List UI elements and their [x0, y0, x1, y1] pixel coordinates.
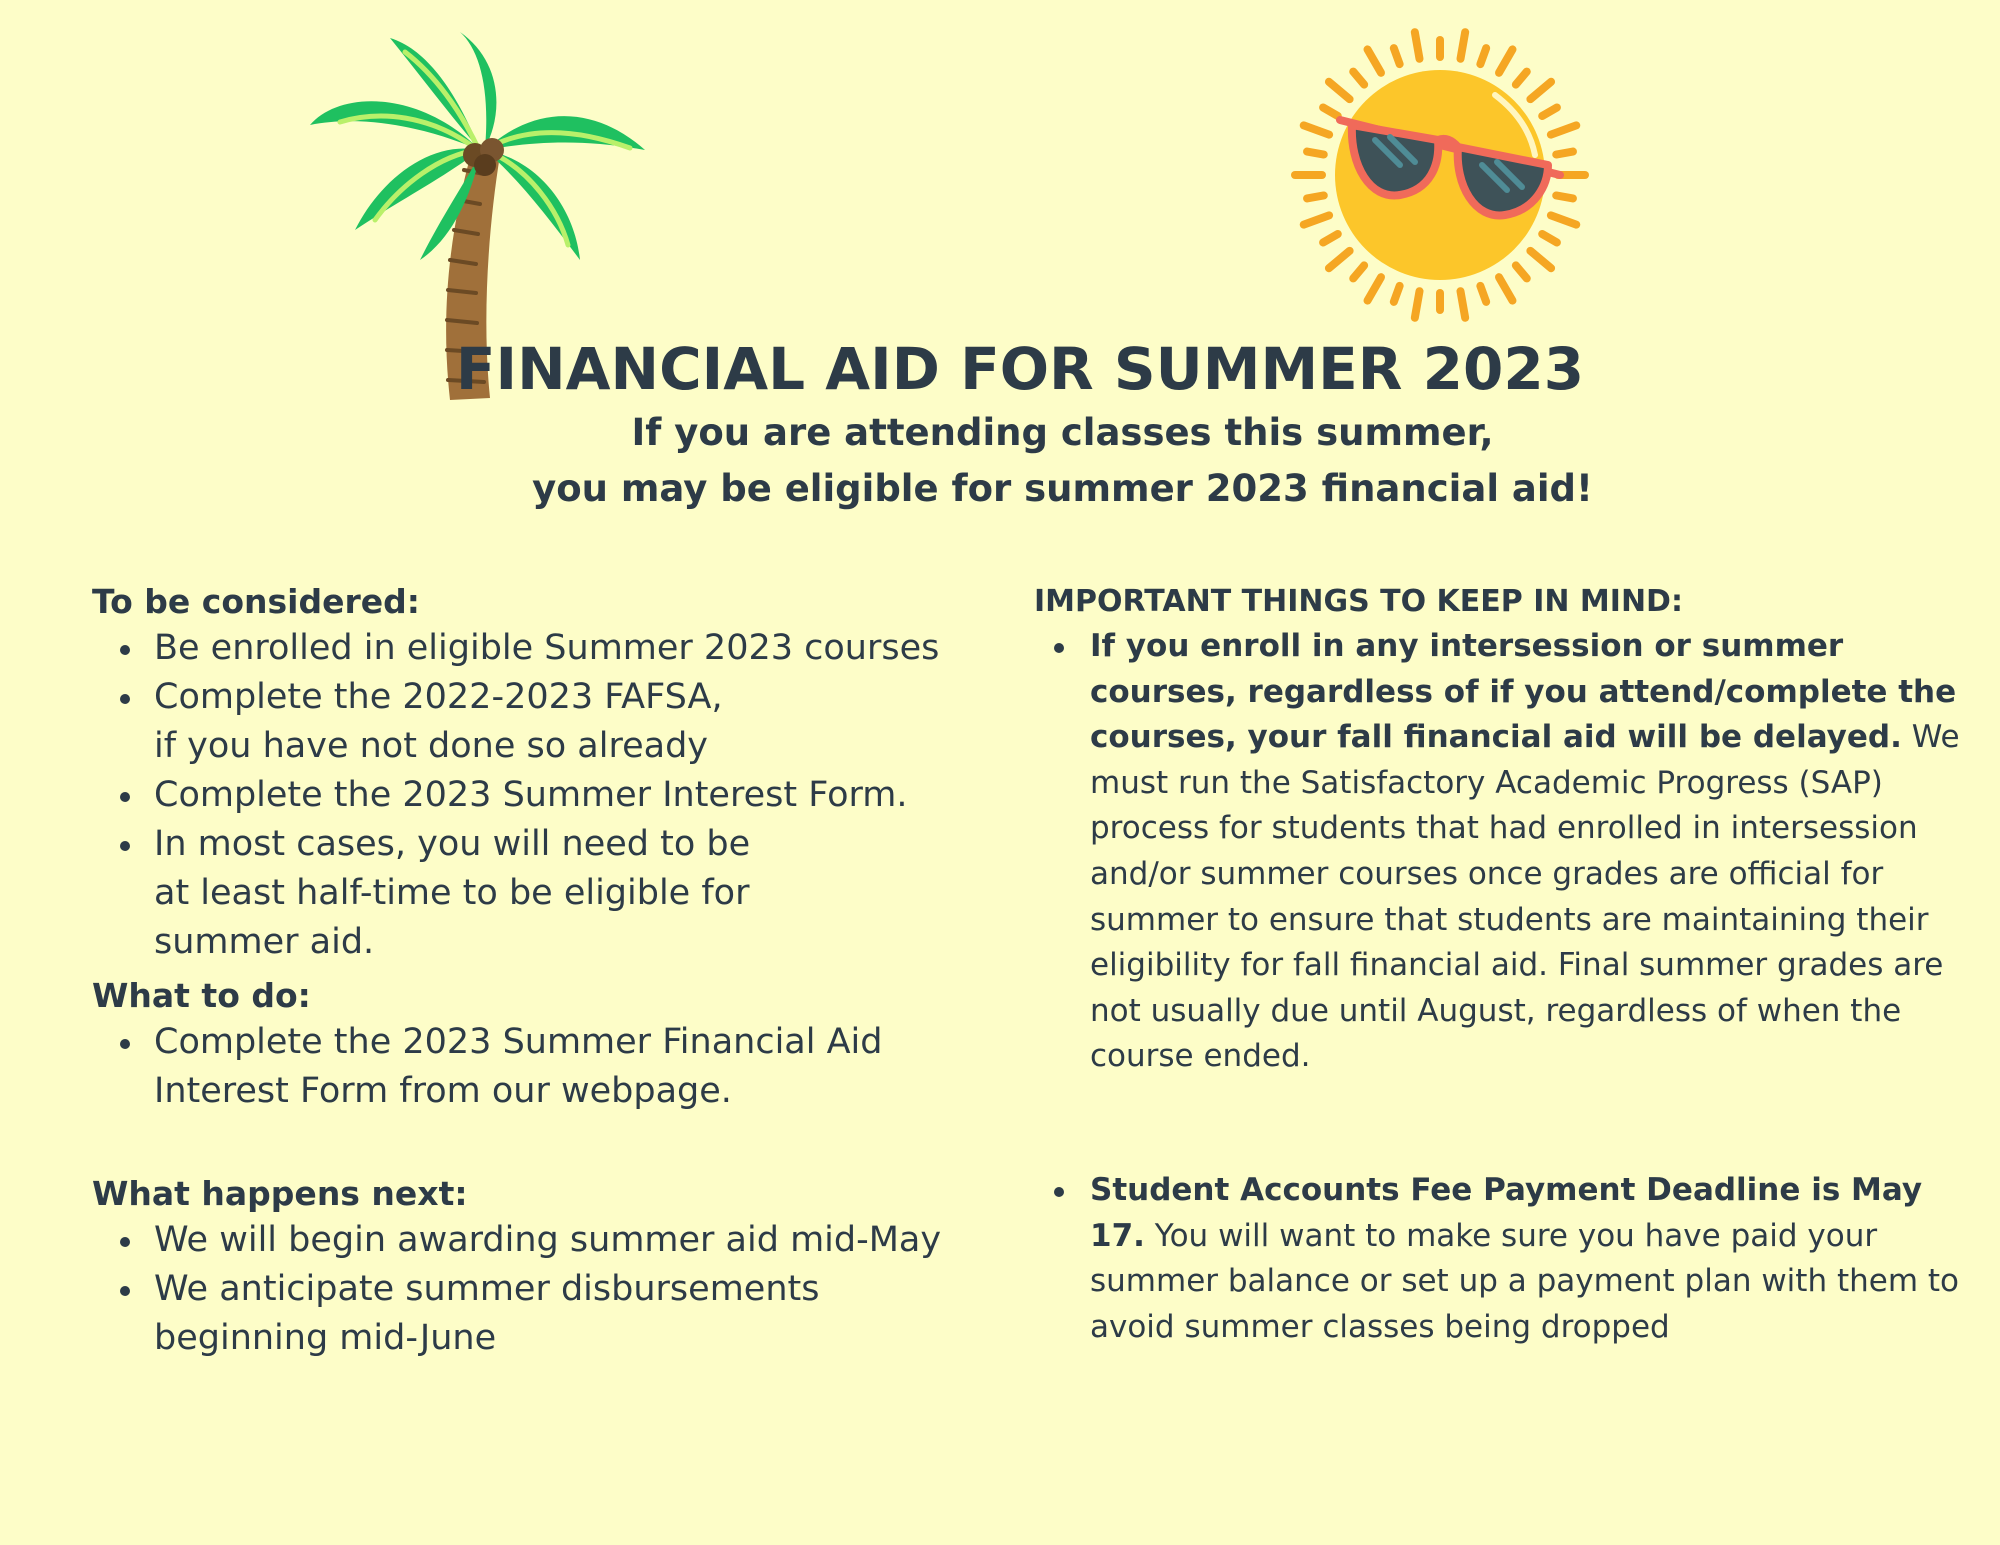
important-item-1-text: We must run the Satisfactory Academic Progress (SAP) process for students that had enrolled in intersession and/or summer courses once grades are official for summer to ensure that students are maintaining their eligibility for fall financial aid. Final summer grades are not usually due until August, regardless of when the course ended. [1090, 719, 1960, 1075]
page-title: FINANCIAL AID FOR SUMMER 2023 [455, 335, 1585, 403]
considered-list [92, 624, 992, 967]
sun-ray [1530, 82, 1551, 99]
sun-ray [1460, 291, 1465, 318]
sun-ray [1460, 32, 1465, 59]
sun-ray [1394, 48, 1400, 64]
list-item: Complete the 2022-2023 FAFSA, if you have not done so already [92, 673, 754, 771]
sun-ray [1556, 152, 1573, 155]
list-item [1034, 1168, 1970, 1350]
important-section [1034, 580, 1994, 1080]
considered-section [92, 580, 992, 967]
sun-ray [1415, 32, 1420, 59]
important-item-1-bold: If you enroll in any intersession or summer courses, regardless of if you attend/complete the courses, your fall financial aid will be delayed. [1090, 628, 1957, 756]
list-item: We will begin awarding summer aid mid-May [92, 1216, 992, 1265]
sun-ray [1323, 108, 1338, 117]
sun-ray [1329, 82, 1350, 99]
sun-ray [1480, 48, 1486, 64]
list-item: Complete the 2023 Summer Financial Aid Interest Form from our webpage. [92, 1018, 884, 1116]
list-item: We anticipate summer disbursements beginning mid-June [92, 1265, 834, 1363]
sun-ray [1323, 234, 1338, 243]
sun-ray [1542, 234, 1557, 243]
list-item: Be enrolled in eligible Summer 2023 courses [92, 624, 992, 673]
sun-ray [1307, 152, 1324, 155]
sun-ray [1499, 277, 1513, 300]
important-heading: IMPORTANT THINGS TO KEEP IN MIND: [1034, 584, 1683, 619]
sun-ray [1542, 108, 1557, 117]
sun-ray [1304, 125, 1329, 134]
sun-ray [1516, 265, 1527, 278]
sun-ray [1304, 215, 1329, 224]
sun-with-sunglasses-icon [1290, 25, 1590, 325]
next-heading: What happens next: [92, 1174, 468, 1213]
important-item-2-text: You will want to make sure you have paid your summer balance or set up a payment plan with them to avoid summer classes being dropped [1090, 1217, 1959, 1345]
sun-ray [1353, 265, 1364, 278]
list-item: In most cases, you will need to be at least half-time to be eligible for summer aid. [92, 820, 794, 967]
next-section [92, 1172, 992, 1363]
important-item-2-bold: Student Accounts Fee Payment Deadline is May 17. [1090, 1172, 1923, 1254]
sun-ray [1368, 277, 1382, 300]
sun-ray [1556, 195, 1573, 198]
considered-heading: To be considered: [92, 582, 420, 621]
list-item [1034, 624, 1990, 1080]
sun-ray [1394, 286, 1400, 302]
deadline-section [1034, 1168, 1994, 1350]
sun-ray [1329, 251, 1350, 268]
sun-ray [1530, 251, 1551, 268]
deadline-list [1034, 1168, 1994, 1350]
what-to-do-section [92, 974, 992, 1116]
sun-ray [1307, 195, 1324, 198]
sun-ray [1415, 291, 1420, 318]
sun-ray [1499, 49, 1513, 72]
sun-ray [1480, 286, 1486, 302]
subtitle-line-1: If you are attending classes this summer, [631, 411, 1494, 454]
sun-ray [1551, 215, 1576, 224]
subtitle [0, 405, 2000, 517]
next-list [92, 1216, 992, 1363]
important-list [1034, 624, 1994, 1080]
sun-ray [1516, 72, 1527, 85]
sun-ray [1551, 125, 1576, 134]
subtitle-line-2: you may be eligible for summer 2023 financial aid! [532, 467, 1593, 510]
what-to-do-heading: What to do: [92, 976, 311, 1015]
list-item: Complete the 2023 Summer Interest Form. [92, 771, 992, 820]
sun-ray [1368, 49, 1382, 72]
what-to-do-list [92, 1018, 992, 1116]
sun-ray [1353, 72, 1364, 85]
